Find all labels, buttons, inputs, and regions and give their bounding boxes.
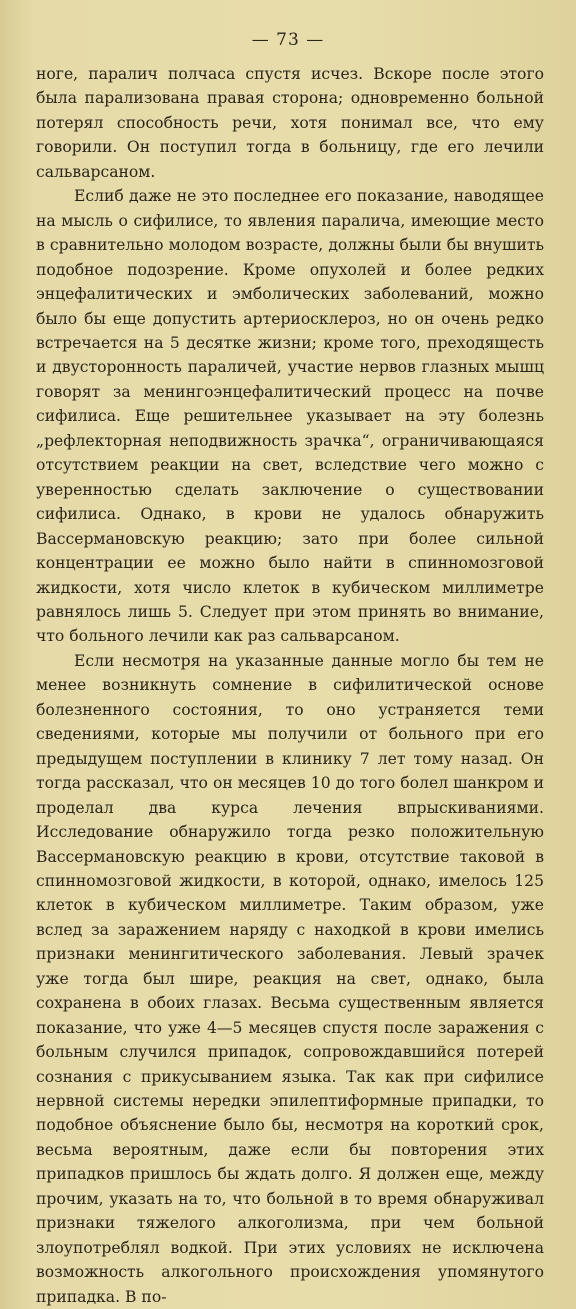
paragraph-syphilis-diagnosis: Еслиб даже не это последнее его показание, наводящее на мысль о сифилисе, то явления паралича, имеющие место в сравнительно молодом возрасте, должны были бы внушить подобное подозрение. Кроме опухолей и более редких энцефалитических и эмболических заболеваний, можно было бы еще допустить артериосклероз, но он очень редко встречается на 5 десятке жизни; кроме того, преходящесть и двусторонность параличей, участие нервов глазных мышц говорят за менингоэнцефалитический процесс на почве сифилиса. Еще решительнее указывает на эту болезнь „рефлекторная неподвижность зрачка“, ограничивающаяся отсутствием реакции на свет, вследствие чего можно с уверенностью сделать заключение о существовании сифилиса. Однако, в крови не удалось обнаружить Вассермановскую реакцию; зато при более сильной концентрации ее можно было найти в спинномозговой жидкости, хотя число клеток в кубическом миллиметре равнялось лишь 5. Следует при этом принять во внимание, что больного лечили как раз сальварсаном.: [36, 187, 544, 646]
paragraph-history: Если несмотря на указанные данные могло бы тем не менее возникнуть сомнение в сифилитической основе болезненного состояния, то оно устраняется теми сведениями, которые мы получили от больного при его предыдущем поступлении в клинику 7 лет тому назад. Он тогда рассказал, что он месяцев 10 до того болел шанкром и проделал два курса лечения впрыскиваниями. Исследование обнаружило тогда резко положительную Вассермановскую реакцию в крови, отсутствие таковой в спинномозговой жидкости, в которой, однако, имелось 125 клеток в кубическом миллиметре. Таким образом, уже вслед за заражением наряду с находкой в крови имелись признаки менингитического заболевания. Левый зрачек уже тогда был шире, реакция на свет, однако, была сохранена в обоих глазах. Весьма существенным является показание, что уже 4—5 месяцев спустя после заражения с больным случился припадок, сопровождавшийся потерей сознания с прикусыванием языка. Так как при сифилисе нервной системы нередки эпилептиформные припадки, то подобное объяснение было бы, несмотря на короткий срок, весьма вероятным, даже если бы повторения этих припадков пришлось бы ждать долго. Я должен еще, между прочим, указать на то, что больной в то время обнаруживал признаки тяжелого алкоголизма, при чем больной злоупотреблял водкой. При этих условиях не исключена возможность алкогольного происхождения упомянутого припадка. В по-: [36, 651, 544, 1306]
page-number: — 73 —: [251, 30, 325, 50]
body-text: [36, 62, 544, 1309]
paragraph-continuation: ноге, паралич полчаса спустя исчез. Вскоре после этого была парализована правая сторона; одновременно больной потерял способность речи, хотя понимал все, что ему говорили. Он поступил тогда в больницу, где его лечили сальварсаном.: [36, 65, 544, 181]
